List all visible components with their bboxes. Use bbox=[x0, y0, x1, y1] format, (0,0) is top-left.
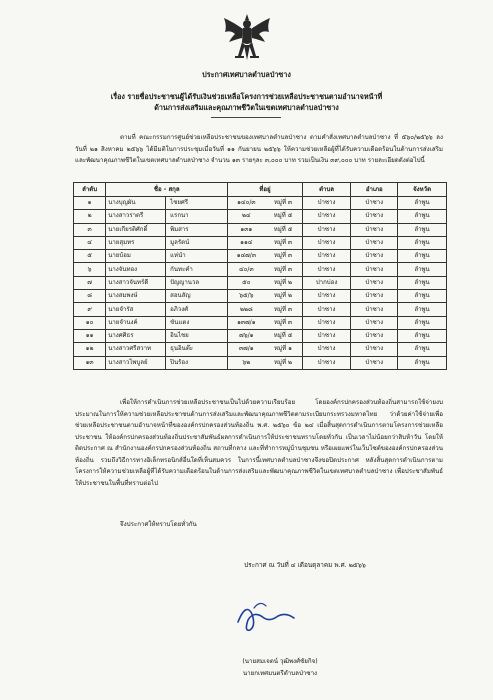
subdistrict-cell: ป่าซาง bbox=[302, 290, 351, 303]
province-cell: ลำพูน bbox=[398, 236, 447, 249]
district-cell: ป่าซาง bbox=[351, 197, 398, 210]
province-cell: ลำพูน bbox=[398, 316, 447, 329]
handwritten-signature bbox=[230, 596, 300, 636]
village-number-cell: หมู่ที่ ๒ bbox=[264, 290, 302, 303]
subdistrict-cell: ป่าซาง bbox=[302, 343, 351, 356]
row-no-cell: ๗ bbox=[74, 276, 106, 289]
subdistrict-cell: ป่าซาง bbox=[302, 236, 351, 249]
province-cell: ลำพูน bbox=[398, 329, 447, 342]
row-no-cell: ๑ bbox=[74, 197, 106, 210]
subdistrict-cell: ป่าซาง bbox=[302, 329, 351, 342]
first-name-cell: นางบุญผัน bbox=[106, 197, 166, 210]
first-name-cell: นางสาวจันทร์ดี bbox=[106, 276, 166, 289]
village-number-cell: หมู่ที่ ๓ bbox=[264, 250, 302, 263]
subdistrict-cell: ป่าซาง bbox=[302, 223, 351, 236]
house-number-cell: ๓๗/๑ bbox=[228, 343, 265, 356]
last-name-cell: ธุนอินต๊ะ bbox=[166, 343, 228, 356]
subdistrict-cell: ป่าซาง bbox=[302, 197, 351, 210]
table-row bbox=[74, 303, 447, 316]
first-name-cell: นางศศิธร bbox=[106, 329, 166, 342]
province-cell: ลำพูน bbox=[398, 250, 447, 263]
header-address: ที่อยู่ bbox=[228, 183, 302, 197]
house-number-cell: ๑๓๗/๑ bbox=[228, 316, 265, 329]
house-number-cell: ๒๒๘ bbox=[228, 303, 265, 316]
province-cell: ลำพูน bbox=[398, 210, 447, 223]
province-cell: ลำพูน bbox=[398, 290, 447, 303]
title-divider bbox=[211, 117, 281, 118]
subdistrict-cell: ป่าซาง bbox=[302, 316, 351, 329]
first-name-cell: นางสาวศรีสวาท bbox=[106, 343, 166, 356]
table-row bbox=[74, 250, 447, 263]
row-no-cell: ๑๒ bbox=[74, 343, 106, 356]
org-heading: ประกาศเทศบาลตำบลป่าซาง bbox=[202, 70, 291, 79]
first-name-cell: นายสุมทร bbox=[106, 236, 166, 249]
province-cell: ลำพูน bbox=[398, 343, 447, 356]
first-name-cell: นางสาวราตรี bbox=[106, 210, 166, 223]
row-no-cell: ๙ bbox=[74, 303, 106, 316]
district-cell: ป่าซาง bbox=[351, 210, 398, 223]
first-name-cell: นายจำรัส bbox=[106, 303, 166, 316]
signer-position: นายกเทศมนตรีตำบลป่าซาง bbox=[242, 670, 318, 677]
village-number-cell: หมู่ที่ ๓ bbox=[264, 263, 302, 276]
announcement-date: ประกาศ ณ วันที่ ๔ เดือนตุลาคม พ.ศ. ๒๕๖๖ bbox=[244, 561, 366, 569]
province-cell: ลำพูน bbox=[398, 356, 447, 369]
table-row bbox=[74, 236, 447, 249]
first-name-cell: นายเกียรติศักดิ์ bbox=[106, 223, 166, 236]
house-number-cell: ๖๕/๖ bbox=[228, 290, 265, 303]
village-number-cell: หมู่ที่ ๕ bbox=[264, 223, 302, 236]
table-row bbox=[74, 343, 447, 356]
first-name-cell: นางสาวไพบูลย์ bbox=[106, 356, 166, 369]
header-no: ลำดับ bbox=[74, 183, 106, 197]
first-name-cell: นางสมพงษ์ bbox=[106, 290, 166, 303]
province-cell: ลำพูน bbox=[398, 223, 447, 236]
row-no-cell: ๔ bbox=[74, 236, 106, 249]
table-row bbox=[74, 356, 447, 369]
district-cell: ป่าซาง bbox=[351, 329, 398, 342]
village-number-cell: หมู่ที่ ๓ bbox=[264, 197, 302, 210]
house-number-cell: ๑๑๔ bbox=[228, 236, 265, 249]
district-cell: ป่าซาง bbox=[351, 303, 398, 316]
house-number-cell: ๗๖/๑ bbox=[228, 329, 265, 342]
table-row bbox=[74, 223, 447, 236]
village-number-cell: หมู่ที่ ๒ bbox=[264, 276, 302, 289]
row-no-cell: ๕ bbox=[74, 250, 106, 263]
first-name-cell: นายจำนงค์ bbox=[106, 316, 166, 329]
subject-text: รายชื่อประชาชนผู้ได้รับเงินช่วยเหลือโครงการช่วยเหลือประชาชนตามอำนาจหน้าที่ bbox=[127, 92, 383, 101]
table-row bbox=[74, 197, 447, 210]
last-name-cell: มูลรัตน์ bbox=[166, 236, 228, 249]
subject-label: เรื่อง bbox=[110, 92, 125, 101]
row-no-cell: ๓ bbox=[74, 223, 106, 236]
district-cell: ป่าซาง bbox=[351, 263, 398, 276]
table-row bbox=[74, 276, 447, 289]
last-name-cell: ปินร้อง bbox=[166, 356, 228, 369]
last-name-cell: พิมสาร bbox=[166, 223, 228, 236]
row-no-cell: ๒ bbox=[74, 210, 106, 223]
row-no-cell: ๘ bbox=[74, 290, 106, 303]
province-cell: ลำพูน bbox=[398, 263, 447, 276]
subdistrict-cell: ป่าซาง bbox=[302, 250, 351, 263]
subdistrict-cell: ป่าซาง bbox=[302, 303, 351, 316]
row-no-cell: ๑๓ bbox=[74, 356, 106, 369]
table-row bbox=[74, 263, 447, 276]
district-cell: ป่าซาง bbox=[351, 316, 398, 329]
district-cell: ป่าซาง bbox=[351, 356, 398, 369]
house-number-cell: ๔๐/๓ bbox=[228, 263, 265, 276]
last-name-cell: แรกนา bbox=[166, 210, 228, 223]
last-name-cell: ไชยศรี bbox=[166, 197, 228, 210]
header-name: ชื่อ - สกุล bbox=[106, 183, 228, 197]
subdistrict-cell: ป่าซาง bbox=[302, 210, 351, 223]
district-cell: ป่าซาง bbox=[351, 290, 398, 303]
village-number-cell: หมู่ที่ ๓ bbox=[264, 236, 302, 249]
last-name-cell: แห่นำ bbox=[166, 250, 228, 263]
village-number-cell: หมู่ที่ ๓ bbox=[264, 303, 302, 316]
last-name-cell: ขันแตง bbox=[166, 316, 228, 329]
table-row bbox=[74, 316, 447, 329]
intro-paragraph: ตามที่ คณะกรรมการศูนย์ช่วยเหลือประชาชนของเทศบาลตำบลป่าซาง ตามคำสั่งเทศบาลตำบลป่าซาง ที่ ๕๖๐/๒๕๖๖ ลงวันที่ ๒๑ สิงหาคม ๒๕๖๖ ได้มีมติในการประชุมเมื่อวันที่ ๑๑ กันยายน ๒๕๖๖ ให้ความช่วยเหลือผู้ที่ได้รับความเดือดร้อนในด้านการส่งเสริมและพัฒนาคุณภาพชีวิตในเขตเทศบาลตำบลป่าซาง จำนวน ๑๓ รายๆละ ๓,๐๐๐ บาท รวมเป็นเงิน ๓๙,๐๐๐ บาท รายละเอียดดังต่อไปนี้ bbox=[75, 134, 443, 164]
district-cell: ป่าซาง bbox=[351, 236, 398, 249]
subject-line-1 bbox=[0, 92, 493, 102]
row-no-cell: ๑๑ bbox=[74, 329, 106, 342]
header-subdistrict: ตำบล bbox=[302, 183, 351, 197]
first-name-cell: นายบ้อม bbox=[106, 250, 166, 263]
header-province: จังหวัด bbox=[398, 183, 447, 197]
subdistrict-cell: ปากบ่อง bbox=[302, 276, 351, 289]
subdistrict-cell: ป่าซาง bbox=[302, 263, 351, 276]
village-number-cell: หมู่ที่ ๒ bbox=[264, 356, 302, 369]
district-cell: ป่าซาง bbox=[351, 343, 398, 356]
last-name-cell: สอนสัญ bbox=[166, 290, 228, 303]
last-name-cell: ปัญญานวล bbox=[166, 276, 228, 289]
row-no-cell: ๑๐ bbox=[74, 316, 106, 329]
house-number-cell: ๕๐ bbox=[228, 276, 265, 289]
house-number-cell: ๑๔๗/๓ bbox=[228, 250, 265, 263]
village-number-cell: หมู่ที่ ๕ bbox=[264, 329, 302, 342]
table-header-row bbox=[74, 183, 447, 197]
first-name-cell: นางจันทอง bbox=[106, 263, 166, 276]
last-name-cell: กันทะคำ bbox=[166, 263, 228, 276]
province-cell: ลำพูน bbox=[398, 197, 447, 210]
village-number-cell: หมู่ที่ ๑ bbox=[264, 343, 302, 356]
announcement-paragraph: เพื่อให้การดำเนินการช่วยเหลือประชาชนเป็นไปด้วยความเรียบร้อย โดยองค์กรปกครองส่วนท้องถิ่นสามารถใช้จ่ายงบประมาณในการให้ความช่วยเหลือประชาชนด้านการส่งเสริมและพัฒนาคุณภาพชีวิตตามระเบียบกระทรวงมหาดไทย ว่าด้วยค่าใช้จ่ายเพื่อช่วยเหลือประชาชนตามอำนาจหน้าที่ขององค์กรปกครองส่วนท้องถิ่น พ.ศ. ๒๕๖๐ ข้อ ๒๔ เมื่อสิ้นสุดการดำเนินการตามโครงการช่วยเหลือประชาชน ให้องค์กรปกครองส่วนท้องถิ่นประชาสัมพันธ์ผลการดำเนินการให้ประชาชนทราบโดยทั่วกัน เป็นเวลาไม่น้อยกว่าสิบห้าวัน โดยให้ติดประกาศ ณ สำนักงานองค์กรปกครองส่วนท้องถิ่น สถานที่กลาง และที่ทำการหมู่บ้านชุมชน หรือเผยแพร่ในเว็บไซต์ขององค์กรปกครองส่วนท้องถิ่น รวมถึงวิธีการทางอิเล็กทรอนิกส์อื่นใดที่เห็นสมควร ในการนี้เทศบาลตำบลป่าซางจึงขอปิดประกาศ หลังสิ้นสุดการดำเนินการตามโครงการให้ความช่วยเหลือผู้ที่ได้รับความเดือดร้อนในด้านการส่งเสริมและพัฒนาคุณภาพชีวิตในเขตเทศบาลตำบลป่าซาง เพื่อประชาสัมพันธ์ให้ประชาชนในพื้นที่ทราบต่อไป bbox=[75, 399, 443, 487]
province-cell: ลำพูน bbox=[398, 303, 447, 316]
table-row bbox=[74, 290, 447, 303]
district-cell: ป่าซาง bbox=[351, 276, 398, 289]
table-row bbox=[74, 329, 447, 342]
village-number-cell: หมู่ที่ ๓ bbox=[264, 316, 302, 329]
village-number-cell: หมู่ที่ ๕ bbox=[264, 210, 302, 223]
house-number-cell: ๑๓๑ bbox=[228, 223, 265, 236]
subject-line-2: ด้านการส่งเสริมและคุณภาพชีวิตในเขตเทศบาลตำบลป่าซาง bbox=[154, 103, 339, 112]
house-number-cell: ๑๔๐/๓ bbox=[228, 197, 265, 210]
district-cell: ป่าซาง bbox=[351, 223, 398, 236]
closing-paragraph: จึงประกาศให้ทราบโดยทั่วกัน bbox=[120, 521, 197, 528]
row-no-cell: ๖ bbox=[74, 263, 106, 276]
garuda-emblem-icon bbox=[221, 12, 273, 64]
signer-name: (นายสมเจตน์ วุฒิพงศ์ชัยกิจ) bbox=[242, 658, 318, 665]
table-row bbox=[74, 210, 447, 223]
house-number-cell: ๖๒ bbox=[228, 356, 265, 369]
province-cell: ลำพูน bbox=[398, 276, 447, 289]
recipient-table bbox=[73, 182, 447, 370]
last-name-cell: อินไชย bbox=[166, 329, 228, 342]
house-number-cell: ๒๔ bbox=[228, 210, 265, 223]
district-cell: ป่าซาง bbox=[351, 250, 398, 263]
subdistrict-cell: ป่าซาง bbox=[302, 356, 351, 369]
header-district: อำเภอ bbox=[351, 183, 398, 197]
last-name-cell: อภิวงศ์ bbox=[166, 303, 228, 316]
